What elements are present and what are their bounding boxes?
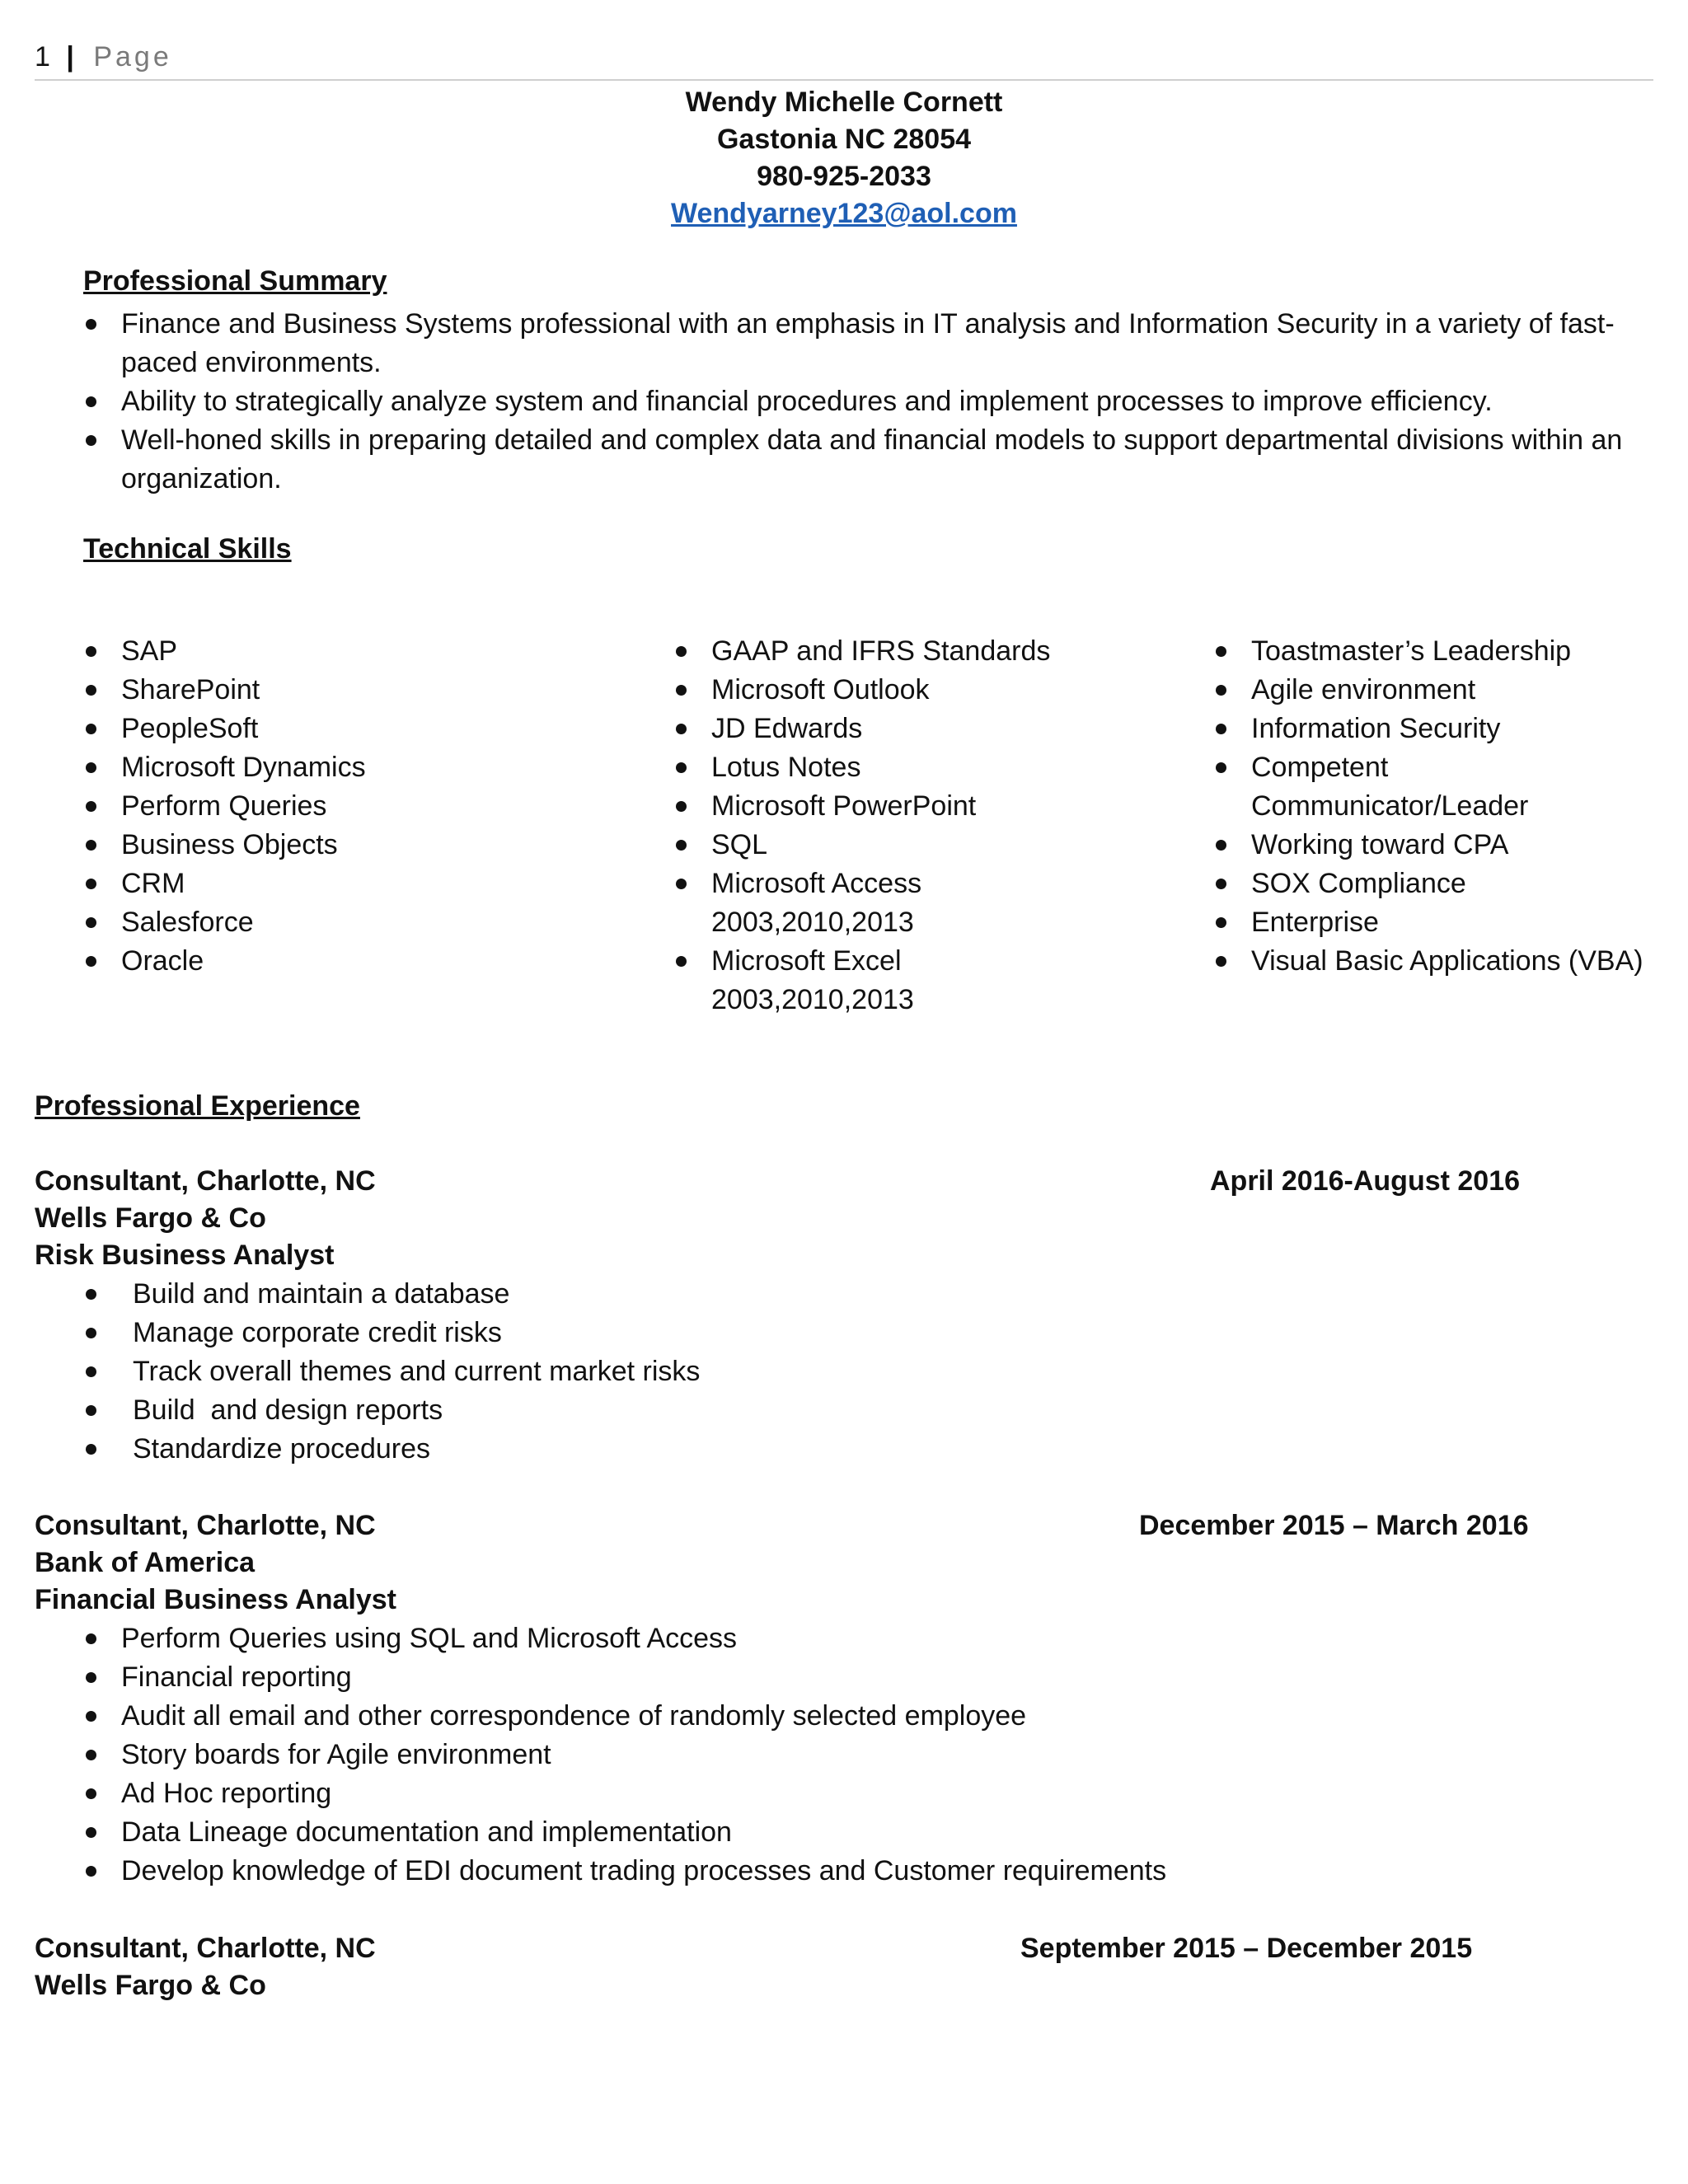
job-2-company: Bank of America (35, 1547, 256, 1578)
list-item: Standardize procedures (83, 1430, 1567, 1469)
contact-block (0, 84, 1688, 232)
list-item: Microsoft Access 2003,2010,2013 (673, 865, 983, 942)
list-item: Microsoft Dynamics (83, 748, 644, 787)
list-item: GAAP and IFRS Standards (673, 632, 1201, 671)
list-item: PeopleSoft (83, 710, 644, 748)
list-item: Agile environment (1213, 671, 1675, 710)
contact-location: Gastonia NC 28054 (716, 124, 972, 155)
page-number-header (35, 41, 172, 73)
list-item: Story boards for Agile environment (83, 1736, 1608, 1774)
list-item: SharePoint (83, 671, 644, 710)
job-2-role: Financial Business Analyst (35, 1584, 396, 1615)
skills-column-2 (673, 632, 1201, 1019)
summary-title: Professional Summary (83, 265, 387, 297)
list-item: Lotus Notes (673, 748, 1201, 787)
contact-phone: 980-925-2033 (757, 161, 931, 192)
list-item: CRM (83, 865, 644, 903)
job-3-position: Consultant, Charlotte, NC (35, 1933, 376, 1964)
list-item: Finance and Business Systems professional with an emphasis in IT analysis and Information Security in a variety of fast-paced environments. (83, 305, 1658, 382)
skills-column-3 (1213, 632, 1675, 981)
job-1-role: Risk Business Analyst (35, 1240, 335, 1271)
list-item: Develop knowledge of EDI document trading processes and Customer requirements (83, 1852, 1608, 1891)
list-item: Oracle (83, 942, 644, 981)
job-1-duties (83, 1275, 1567, 1469)
list-item: Financial reporting (83, 1658, 1608, 1697)
page-number: 1 (35, 41, 54, 73)
list-item: Working toward CPA (1213, 826, 1675, 865)
list-item: SOX Compliance (1213, 865, 1675, 903)
page-separator: | (66, 41, 77, 73)
job-1-dates: April 2016-August 2016 (1210, 1165, 1521, 1197)
job-3-dates: September 2015 – December 2015 (1020, 1933, 1473, 1964)
list-item: Ad Hoc reporting (83, 1774, 1608, 1813)
job-1-company: Wells Fargo & Co (35, 1202, 266, 1234)
list-item: Microsoft Outlook (673, 671, 1201, 710)
list-item: Perform Queries using SQL and Microsoft Access (83, 1619, 1608, 1658)
contact-name: Wendy Michelle Cornett (685, 87, 1003, 118)
list-item: Data Lineage documentation and implementation (83, 1813, 1608, 1852)
list-item: Enterprise (1213, 903, 1675, 942)
contact-email-link[interactable]: Wendyarney123@aol.com (671, 198, 1017, 229)
list-item: Visual Basic Applications (VBA) (1213, 942, 1675, 981)
list-item: Build and maintain a database (83, 1275, 1567, 1314)
list-item: Build and design reports (83, 1391, 1567, 1430)
job-2-position: Consultant, Charlotte, NC (35, 1510, 376, 1541)
list-item: Business Objects (83, 826, 644, 865)
list-item: Well-honed skills in preparing detailed and complex data and financial models to support departmental divisions within an organization. (83, 421, 1658, 499)
list-item: Competent Communicator/Leader (1213, 748, 1564, 826)
list-item: Microsoft PowerPoint (673, 787, 1201, 826)
job-2-dates: December 2015 – March 2016 (1139, 1510, 1529, 1541)
skills-title: Technical Skills (83, 533, 292, 565)
list-item: Microsoft Excel 2003,2010,2013 (673, 942, 983, 1019)
page-word: Page (93, 41, 172, 73)
list-item: JD Edwards (673, 710, 1201, 748)
list-item: Perform Queries (83, 787, 644, 826)
list-item: Information Security (1213, 710, 1675, 748)
job-3-company: Wells Fargo & Co (35, 1970, 266, 2001)
summary-list (83, 305, 1658, 499)
list-item: SQL (673, 826, 1201, 865)
list-item: Ability to strategically analyze system and financial procedures and implement processes to improve efficiency. (83, 382, 1658, 421)
list-item: Manage corporate credit risks (83, 1314, 1567, 1352)
list-item: Audit all email and other correspondence of randomly selected employee (83, 1697, 1608, 1736)
list-item: Salesforce (83, 903, 644, 942)
job-1-position: Consultant, Charlotte, NC (35, 1165, 376, 1197)
skills-column-1 (83, 632, 644, 981)
list-item: SAP (83, 632, 644, 671)
header-divider (35, 79, 1653, 81)
list-item: Toastmaster’s Leadership (1213, 632, 1675, 671)
experience-title: Professional Experience (35, 1090, 360, 1122)
list-item: Track overall themes and current market risks (83, 1352, 1567, 1391)
job-2-duties (83, 1619, 1608, 1891)
